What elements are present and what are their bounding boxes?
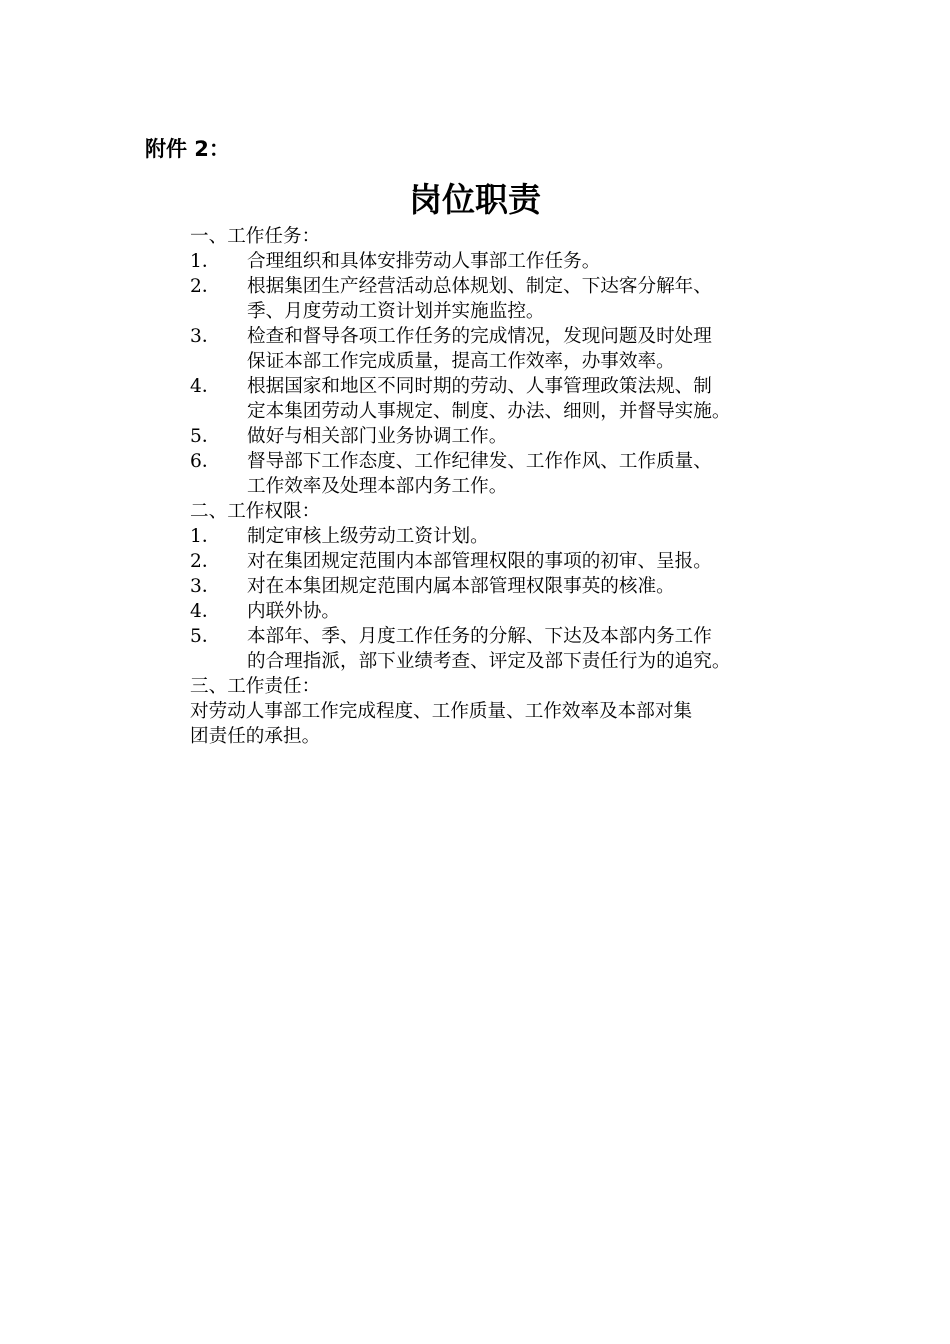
item-text: [247, 549, 830, 574]
item-text: [247, 624, 830, 674]
item-text-line: 合理组织和具体安排劳动人事部工作任务。: [247, 251, 601, 272]
item-number: 5．: [190, 426, 221, 447]
item-text: [247, 274, 830, 324]
section-work-authority: [190, 499, 830, 674]
list-item: [190, 374, 830, 424]
item-number: 2．: [190, 551, 221, 572]
item-text-line: 对在本集团规定范围内属本部管理权限事英的核准。: [247, 576, 675, 597]
item-text-line: 本部年、季、月度工作任务的分解、下达及本部内务工作: [247, 626, 712, 647]
item-text-line: 根据国家和地区不同时期的劳动、人事管理政策法规、制: [247, 376, 712, 397]
item-text: [247, 424, 830, 449]
list-item: [190, 549, 830, 574]
item-number: 2．: [190, 276, 221, 297]
section-work-tasks: [190, 224, 830, 499]
item-number: 3．: [190, 326, 221, 347]
item-text-line: 定本集团劳动人事规定、制度、办法、细则，并督导实施。: [247, 401, 731, 422]
paragraph-line: 对劳动人事部工作完成程度、工作质量、工作效率及本部对集: [190, 701, 693, 722]
item-text-line: 的合理指派，部下业绩考查、评定及部下责任行为的追究。: [247, 651, 731, 672]
item-number: 1．: [190, 251, 221, 272]
responsibility-paragraph: [190, 699, 830, 749]
document-title: 岗位职责: [409, 180, 541, 219]
item-text: [247, 374, 830, 424]
item-text-line: 保证本部工作完成质量，提高工作效率，办事效率。: [247, 351, 675, 372]
section-work-responsibility: [190, 674, 830, 749]
item-number: 5．: [190, 626, 221, 647]
item-number: 4．: [190, 601, 221, 622]
item-text-line: 对在集团规定范围内本部管理权限的事项的初审、呈报。: [247, 551, 712, 572]
item-text: [247, 324, 830, 374]
item-text: [247, 599, 830, 624]
list-item: [190, 599, 830, 624]
list-item: [190, 574, 830, 599]
attachment-label: 附件 2：: [145, 137, 230, 161]
section-heading: 一、工作任务：: [190, 226, 321, 247]
section-heading: 二、工作权限：: [190, 501, 321, 522]
item-number: 1．: [190, 526, 221, 547]
section-heading: 三、工作责任：: [190, 676, 321, 697]
item-text-line: 督导部下工作态度、工作纪律发、工作作风、工作质量、: [247, 451, 712, 472]
item-text-line: 季、月度劳动工资计划并实施监控。: [247, 301, 545, 322]
item-text-line: 内联外协。: [247, 601, 340, 622]
item-text-line: 工作效率及处理本部内务工作。: [247, 476, 508, 497]
document-body: [190, 224, 830, 749]
item-number: 4．: [190, 376, 221, 397]
item-text-line: 检查和督导各项工作任务的完成情况，发现问题及时处理: [247, 326, 712, 347]
item-text: [247, 524, 830, 549]
item-text: [247, 574, 830, 599]
item-text: [247, 249, 830, 274]
list-item: [190, 449, 830, 499]
list-item: [190, 324, 830, 374]
list-item: [190, 274, 830, 324]
paragraph-line: 团责任的承担。: [190, 726, 321, 747]
list-item: [190, 524, 830, 549]
item-text-line: 做好与相关部门业务协调工作。: [247, 426, 508, 447]
list-item: [190, 424, 830, 449]
list-item: [190, 249, 830, 274]
list-item: [190, 624, 830, 674]
item-number: 3．: [190, 576, 221, 597]
item-text: [247, 449, 830, 499]
item-number: 6．: [190, 451, 221, 472]
item-text-line: 根据集团生产经营活动总体规划、制定、下达客分解年、: [247, 276, 712, 297]
item-text-line: 制定审核上级劳动工资计划。: [247, 526, 489, 547]
